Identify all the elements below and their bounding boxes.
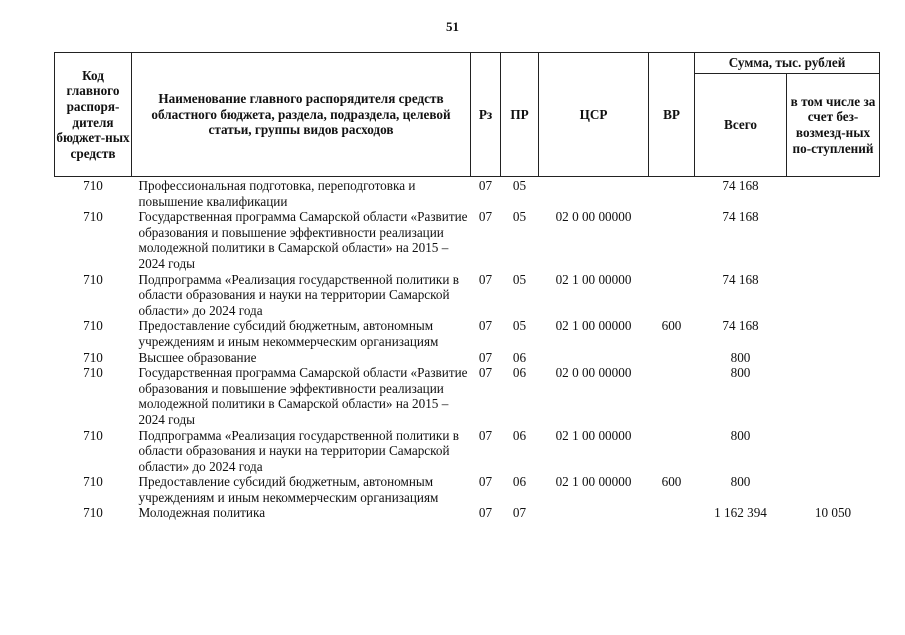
- cell-incl: [787, 209, 880, 271]
- cell-incl: [787, 350, 880, 366]
- cell-total: 800: [730, 349, 751, 365]
- cell-name: Государственная программа Самарской области «Развитие образования и повышение эффективности реализации молодежной политики в Самарской области» на 2015 – 2024 годы: [138, 209, 468, 271]
- cell-code: 710: [83, 349, 103, 365]
- table-header: [55, 53, 880, 177]
- header-code: Код главного распоря-дителя бюджет-ных средств: [55, 53, 132, 177]
- cell-pr: 05: [512, 318, 527, 334]
- header-rz: Рз: [471, 53, 501, 177]
- cell-csr: 02 1 00 00000: [555, 271, 632, 287]
- cell-csr: 02 1 00 00000: [555, 427, 632, 443]
- cell-name: Предоставление субсидий бюджетным, автономным учреждениям и иным некоммерческим организациям: [138, 318, 439, 349]
- cell-rz: 07: [478, 178, 493, 193]
- cell-total: 800: [730, 474, 751, 490]
- cell-name: Молодежная политика: [138, 505, 266, 521]
- table-body: [55, 177, 880, 522]
- header-sum-group: Сумма, тыс. рублей: [695, 53, 880, 74]
- cell-rz: 07: [478, 474, 493, 490]
- cell-total: 800: [730, 427, 751, 443]
- table-row: [55, 350, 880, 366]
- cell-rz: 07: [478, 271, 493, 287]
- cell-csr: 02 1 00 00000: [555, 318, 632, 334]
- cell-incl: [787, 428, 880, 475]
- cell-pr: 06: [512, 365, 527, 381]
- table-row: [55, 505, 880, 521]
- cell-code: 710: [83, 427, 103, 443]
- cell-code: 710: [83, 271, 103, 287]
- cell-code: 710: [83, 318, 103, 334]
- cell-rz: 07: [478, 318, 493, 334]
- cell-vr: 600: [661, 318, 682, 334]
- header-total: Всего: [695, 74, 787, 177]
- header-csr: ЦСР: [539, 53, 649, 177]
- cell-pr: 07: [512, 505, 527, 521]
- cell-incl: [787, 177, 880, 210]
- cell-csr: 02 1 00 00000: [555, 474, 632, 490]
- cell-pr: 05: [512, 178, 527, 193]
- cell-vr: [649, 505, 695, 521]
- table-row: [55, 209, 880, 271]
- cell-vr: [649, 428, 695, 475]
- cell-incl: [787, 474, 880, 505]
- cell-rz: 07: [478, 349, 493, 365]
- cell-incl: [787, 272, 880, 319]
- cell-vr: [649, 209, 695, 271]
- cell-vr: 600: [661, 474, 682, 490]
- cell-name: Профессиональная подготовка, переподготовка и повышение квалификации: [138, 178, 416, 209]
- cell-total: 74 168: [722, 271, 759, 287]
- cell-rz: 07: [478, 365, 493, 381]
- cell-code: 710: [83, 365, 103, 381]
- cell-csr: 02 0 00 00000: [555, 365, 632, 381]
- table-row: [55, 365, 880, 427]
- cell-code: 710: [83, 505, 103, 521]
- table-row: [55, 272, 880, 319]
- cell-name: Предоставление субсидий бюджетным, автономным учреждениям и иным некоммерческим организациям: [138, 474, 439, 505]
- cell-name: Подпрограмма «Реализация государственной политики в области образования и науки на территории Самарской области» до 2024 года: [138, 271, 459, 318]
- cell-total: 74 168: [722, 209, 759, 225]
- header-vr: ВР: [649, 53, 695, 177]
- cell-pr: 05: [512, 271, 527, 287]
- cell-code: 710: [83, 178, 103, 193]
- cell-code: 710: [83, 474, 103, 490]
- cell-vr: [649, 350, 695, 366]
- table-row: [55, 177, 880, 210]
- cell-vr: [649, 272, 695, 319]
- cell-csr: [539, 505, 649, 521]
- cell-pr: 05: [512, 209, 527, 225]
- cell-total: 800: [730, 365, 751, 381]
- cell-csr: [539, 350, 649, 366]
- cell-rz: 07: [478, 505, 493, 521]
- budget-table: [54, 52, 880, 521]
- cell-pr: 06: [512, 427, 527, 443]
- cell-code: 710: [83, 209, 103, 225]
- cell-rz: 07: [478, 427, 493, 443]
- cell-total: 74 168: [722, 178, 759, 193]
- cell-incl: 10 050: [814, 505, 852, 521]
- cell-total: 74 168: [722, 318, 759, 334]
- cell-incl: [787, 365, 880, 427]
- page-number: 51: [446, 19, 459, 34]
- table-row: [55, 474, 880, 505]
- header-incl: в том числе за счет без-возмезд-ных по-ступлений: [787, 74, 880, 177]
- cell-csr: [539, 177, 649, 210]
- header-name: Наименование главного распорядителя средств областного бюджета, раздела, подраздела, целевой статьи, группы видов расходов: [132, 53, 471, 177]
- cell-vr: [649, 365, 695, 427]
- cell-pr: 06: [512, 474, 527, 490]
- cell-total: 1 162 394: [714, 505, 767, 521]
- table-row: [55, 428, 880, 475]
- header-pr: ПР: [501, 53, 539, 177]
- table-row: [55, 318, 880, 349]
- cell-name: Государственная программа Самарской области «Развитие образования и повышение эффективности реализации молодежной политики в Самарской области» на 2015 – 2024 годы: [138, 365, 468, 427]
- cell-name: Подпрограмма «Реализация государственной политики в области образования и науки на территории Самарской области» до 2024 года: [138, 427, 459, 474]
- cell-vr: [649, 177, 695, 210]
- cell-name: Высшее образование: [138, 349, 257, 365]
- cell-csr: 02 0 00 00000: [555, 209, 632, 225]
- cell-pr: 06: [512, 349, 527, 365]
- cell-rz: 07: [478, 209, 493, 225]
- cell-incl: [787, 318, 880, 349]
